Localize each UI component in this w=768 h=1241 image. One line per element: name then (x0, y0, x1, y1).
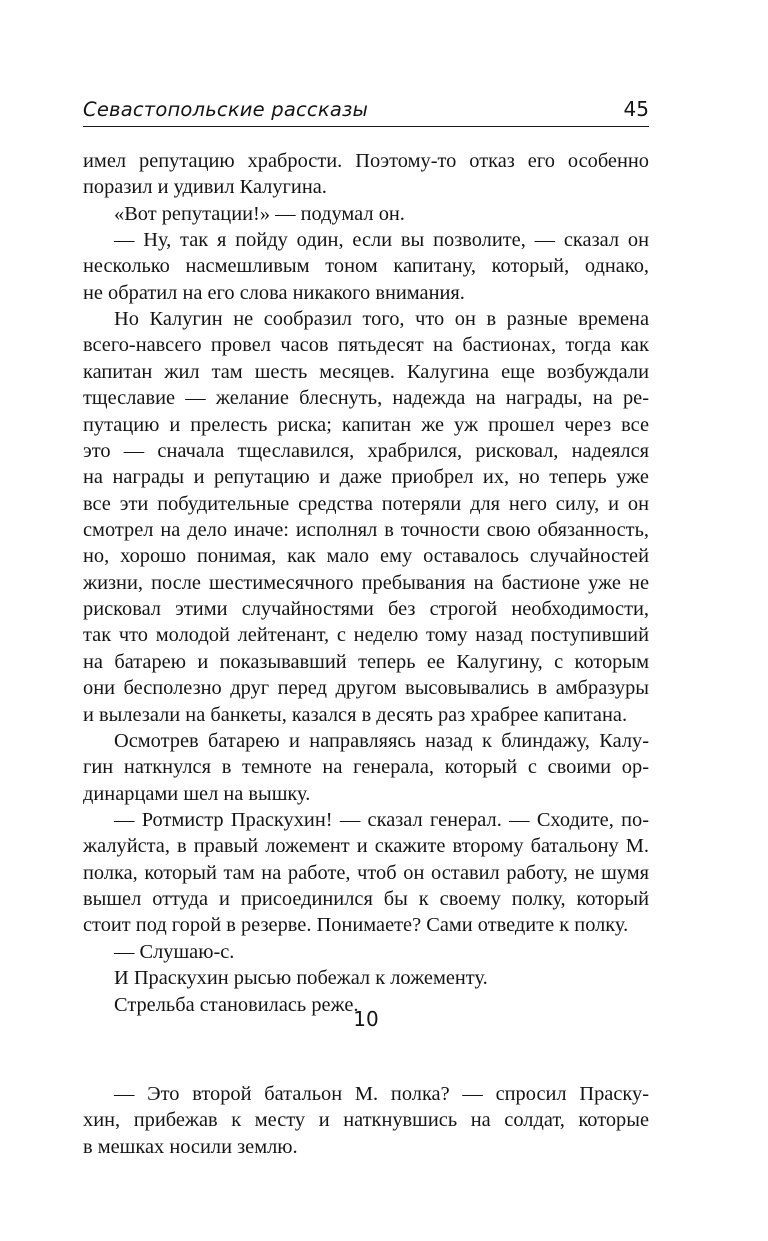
text-line: путацию и прелесть риска; капитан же уж прошел через все (83, 414, 649, 436)
text-line: стоит под горой в резерве. Понимаете? Сами отведите к полку. (83, 914, 629, 936)
text-line: Стрельба становилась реже. (114, 994, 359, 1016)
text-line: на награды и репутацию и даже приобрел их, но теперь уже (83, 466, 649, 488)
text-line: несколько насмешливым тоном капитану, который, однако, (83, 255, 649, 277)
text-line: гин наткнулся в темноте на генерала, который с своими ор- (83, 756, 649, 778)
text-line: в мешках носили землю. (83, 1136, 298, 1158)
text-line: — Слушаю-с. (114, 941, 235, 963)
text-line: жалуйста, в правый ложемент и скажите второму батальону М. (83, 835, 649, 857)
text-line: вышел оттуда и присоединился бы к своему полку, который (83, 888, 649, 910)
text-line: — Ротмистр Праскухин! — сказал генерал. — Сходите, по- (114, 809, 649, 831)
chapter-number: 10 (353, 1007, 379, 1031)
text-line: это — сначала тщеславился, храбрился, рисковал, надеялся (83, 440, 649, 462)
text-line: «Вот репутации!» — подумал он. (114, 203, 405, 225)
text-line: капитан жил там шесть месяцев. Калугина еще возбуждали (83, 361, 649, 383)
text-line: поразил и удивил Калугина. (83, 176, 327, 198)
text-line: тщеславие — желание блеснуть, надежда на награды, на ре- (83, 387, 649, 409)
text-line: хин, прибежав к месту и наткнувшись на солдат, которые (83, 1109, 649, 1131)
text-line: они бесполезно друг перед другом высовывались в амбразуры (83, 677, 649, 699)
text-line: не обратил на его слова никакого внимания. (83, 282, 465, 304)
text-line: И Праскухин рысью побежал к ложементу. (114, 967, 488, 989)
text-line: — Ну, так я пойду один, если вы позволите, — сказал он (114, 229, 649, 251)
text-line: — Это второй батальон М. полка? — спросил Праску- (114, 1083, 649, 1105)
text-line: имел репутацию храбрости. Поэтому-то отказ его особенно (83, 150, 649, 172)
text-line: на батарею и показывавший теперь ее Калугину, с которым (83, 651, 649, 673)
text-line: и вылезали на банкеты, казался в десять раз храбрее капитана. (83, 704, 628, 726)
text-line: динарцами шел на вышку. (83, 783, 311, 805)
text-line: полка, который там на работе, чтоб он оставил работу, не шумя (83, 862, 649, 884)
text-line: смотрел на дело иначе: исполнял в точности свою обязанность, (83, 519, 649, 541)
text-line: жизни, после шестимесячного пребывания на бастионе уже не (83, 572, 649, 594)
text-line: Осмотрев батарею и направляясь назад к блиндажу, Калу- (114, 730, 649, 752)
text-line: так что молодой лейтенант, с неделю тому назад поступивший (83, 624, 649, 646)
running-header (83, 96, 649, 127)
book-title: Севастопольские рассказы (83, 98, 369, 121)
text-line: все эти побудительные средства потеряли для него силу, и он (83, 493, 649, 515)
text-line: но, хорошо понимая, как мало ему оставалось случайностей (83, 545, 649, 567)
text-line: рисковал этими случайностями без строгой необходимости, (83, 598, 649, 620)
page-number: 45 (623, 97, 649, 121)
text-line: всего-навсего провел часов пятьдесят на бастионах, тогда как (83, 334, 649, 356)
text-line: Но Калугин не сообразил того, что он в разные времена (114, 308, 649, 330)
